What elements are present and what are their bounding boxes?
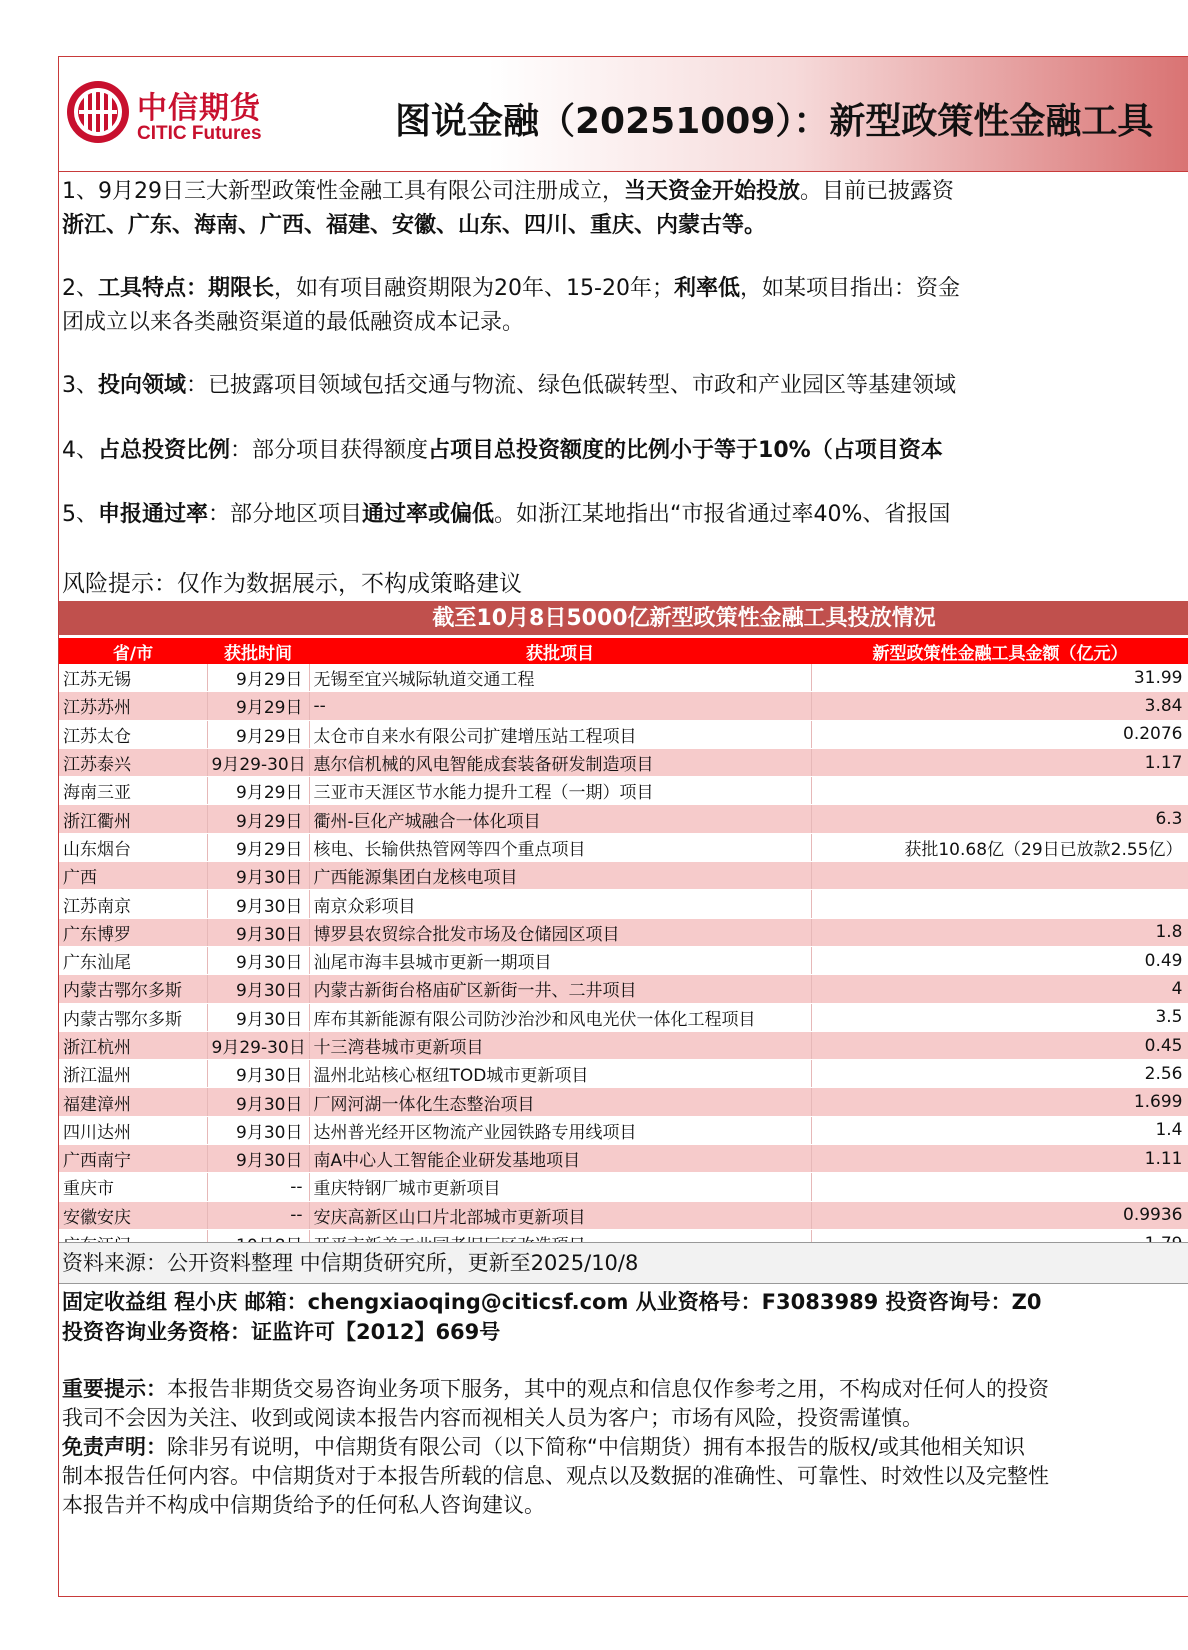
- cell-amount: 0.9936: [811, 1201, 1188, 1229]
- table-row: [59, 1145, 1188, 1173]
- disclaimer: 重要提示：本报告非期货交易咨询业务项下服务，其中的观点和信息仅作参考之用，不构成对任何人的投资 我司不会因为关注、收到或阅读本报告内容而视相关人员为客户；市场有风险，投资需谨慎。 免责声明：除非另有说明，中信期货有限公司（以下简称“中信期货）拥有本报告的版权/或其他相关知识 制本报告任何内容。中信期货对于本报告所载的信息、观点以及数据的准确性、可靠性、时效性以及完整性 本报告并不构成中信期货给予的任何私人咨询建议。: [62, 1377, 1049, 1517]
- table-row: [59, 946, 1188, 974]
- table-row: [59, 664, 1188, 692]
- cell-date: 9月29日: [207, 777, 309, 805]
- header-province: 省/市: [59, 638, 207, 664]
- cell-date: 9月30日: [207, 1116, 309, 1144]
- cell-amount: [811, 862, 1188, 890]
- cell-project: 三亚市天涯区节水能力提升工程（一期）项目: [309, 777, 811, 805]
- table-row: [59, 805, 1188, 833]
- cell-amount: 1.8: [811, 918, 1188, 946]
- cell-project: 达州普光经开区物流产业园铁路专用线项目: [309, 1116, 811, 1144]
- paragraph-1: 1、9月29日三大新型政策性金融工具有限公司注册成立，当天资金开始投放。目前已披露资 浙江、广东、海南、广西、福建、安徽、山东、四川、重庆、内蒙古等。: [62, 179, 955, 238]
- table-row: [59, 1088, 1188, 1116]
- cell-province: 广西: [59, 862, 207, 890]
- cell-province: 江苏泰兴: [59, 748, 207, 776]
- table-row: [59, 1116, 1188, 1144]
- cell-province: 广东博罗: [59, 918, 207, 946]
- cell-project: 广西能源集团白龙核电项目: [309, 862, 811, 890]
- data-source: 资料来源：公开资料整理 中信期货研究所，更新至2025/10/8: [59, 1242, 1188, 1284]
- cell-date: 9月30日: [207, 975, 309, 1003]
- cell-amount: 3.84: [811, 692, 1188, 720]
- table-row: [59, 890, 1188, 918]
- header-date: 获批时间: [207, 638, 309, 664]
- table-row: [59, 975, 1188, 1003]
- cell-date: 9月30日: [207, 1060, 309, 1088]
- risk-note: 风险提示：仅作为数据展示，不构成策略建议: [62, 571, 522, 597]
- cell-date: 9月29日: [207, 833, 309, 861]
- cell-project: 安庆高新区山口片北部城市更新项目: [309, 1201, 811, 1229]
- cell-province: 安徽安庆: [59, 1201, 207, 1229]
- cell-province: 江苏南京: [59, 890, 207, 918]
- cell-province: 江苏太仓: [59, 720, 207, 748]
- cell-project: 南A中心人工智能企业研发基地项目: [309, 1145, 811, 1173]
- cell-amount: 0.45: [811, 1031, 1188, 1059]
- cell-province: 浙江杭州: [59, 1031, 207, 1059]
- cell-province: 海南三亚: [59, 777, 207, 805]
- cell-province: 重庆市: [59, 1173, 207, 1201]
- cell-project: 无锡至宜兴城际轨道交通工程: [309, 664, 811, 692]
- table-row: [59, 1060, 1188, 1088]
- header-project: 获批项目: [309, 638, 811, 664]
- cell-project: 内蒙古新街台格庙矿区新街一井、二井项目: [309, 975, 811, 1003]
- cell-project: 博罗县农贸综合批发市场及仓储园区项目: [309, 918, 811, 946]
- page-title: 图说金融（20251009）：新型政策性金融工具: [395, 101, 1154, 142]
- cell-province: 内蒙古鄂尔多斯: [59, 975, 207, 1003]
- cell-province: 广东汕尾: [59, 946, 207, 974]
- cell-date: 9月30日: [207, 1145, 309, 1173]
- cell-project: 核电、长输供热管网等四个重点项目: [309, 833, 811, 861]
- cell-amount: 4: [811, 975, 1188, 1003]
- table-row: [59, 748, 1188, 776]
- cell-province: 广西南宁: [59, 1145, 207, 1173]
- table-row: [59, 1031, 1188, 1059]
- report-sheet: [58, 56, 1188, 1597]
- cell-amount: 2.56: [811, 1060, 1188, 1088]
- cell-amount: 0.49: [811, 946, 1188, 974]
- projects-table: [59, 638, 1188, 1258]
- cell-project: 十三湾巷城市更新项目: [309, 1031, 811, 1059]
- cell-amount: 3.5: [811, 1003, 1188, 1031]
- table-row: [59, 833, 1188, 861]
- cell-amount: [811, 1173, 1188, 1201]
- cell-province: 江苏苏州: [59, 692, 207, 720]
- cell-date: --: [207, 1201, 309, 1229]
- table-row: [59, 777, 1188, 805]
- table-row: [59, 1173, 1188, 1201]
- cell-project: 重庆特钢厂城市更新项目: [309, 1173, 811, 1201]
- cell-amount: 6.3: [811, 805, 1188, 833]
- paragraph-2: 2、工具特点：期限长，如有项目融资期限为20年、15-20年；利率低，如某项目指出：资金 团成立以来各类融资渠道的最低融资成本记录。: [62, 276, 960, 335]
- cell-date: 9月30日: [207, 890, 309, 918]
- report-header: [59, 57, 1188, 172]
- cell-province: 福建漳州: [59, 1088, 207, 1116]
- cell-date: 9月30日: [207, 1088, 309, 1116]
- cell-project: 惠尔信机械的风电智能成套装备研发制造项目: [309, 748, 811, 776]
- cell-date: 9月30日: [207, 946, 309, 974]
- brand-name-en: CITIC Futures: [137, 123, 262, 144]
- cell-amount: 获批10.68亿（29日已放款2.55亿）: [811, 833, 1188, 861]
- cell-project: 厂网河湖一体化生态整治项目: [309, 1088, 811, 1116]
- paragraph-3: 3、投向领域：已披露项目领域包括交通与物流、绿色低碳转型、市政和产业园区等基建领域: [62, 373, 957, 398]
- table-title: 截至10月8日5000亿新型政策性金融工具投放情况: [59, 601, 1188, 637]
- cell-amount: [811, 890, 1188, 918]
- cell-project: 太仓市自来水有限公司扩建增压站工程项目: [309, 720, 811, 748]
- table-header-row: [59, 638, 1188, 664]
- cell-date: 9月30日: [207, 862, 309, 890]
- table-row: [59, 692, 1188, 720]
- cell-amount: [811, 777, 1188, 805]
- cell-province: 江苏无锡: [59, 664, 207, 692]
- paragraph-4: 4、占总投资比例：部分项目获得额度占项目总投资额度的比例小于等于10%（占项目资本: [62, 438, 943, 463]
- cell-project: 汕尾市海丰县城市更新一期项目: [309, 946, 811, 974]
- cell-project: 温州北站核心枢纽TOD城市更新项目: [309, 1060, 811, 1088]
- cell-date: 9月29日: [207, 720, 309, 748]
- table-row: [59, 1201, 1188, 1229]
- table-row: [59, 862, 1188, 890]
- cell-project: --: [309, 692, 811, 720]
- cell-date: 9月29-30日: [207, 1031, 309, 1059]
- cell-date: 9月30日: [207, 918, 309, 946]
- cell-amount: 1.699: [811, 1088, 1188, 1116]
- cell-amount: 1.11: [811, 1145, 1188, 1173]
- cell-project: 南京众彩项目: [309, 890, 811, 918]
- cell-amount: 0.2076: [811, 720, 1188, 748]
- citic-logo-icon: [67, 81, 129, 143]
- cell-date: 9月29-30日: [207, 748, 309, 776]
- header-amount: 新型政策性金融工具金额（亿元）: [811, 638, 1188, 664]
- cell-province: 浙江温州: [59, 1060, 207, 1088]
- table-row: [59, 1003, 1188, 1031]
- cell-date: 9月29日: [207, 692, 309, 720]
- table-row: [59, 918, 1188, 946]
- contact-info: 固定收益组 程小庆 邮箱：chengxiaoqing@citicsf.com 从业资格号：F3083989 投资咨询号：Z0 投资咨询业务资格：证监许可【2012】669号: [62, 1290, 1042, 1344]
- brand-name-cn: 中信期货: [137, 91, 261, 126]
- cell-project: 衢州-巨化产城融合一体化项目: [309, 805, 811, 833]
- cell-date: --: [207, 1173, 309, 1201]
- cell-amount: 1.17: [811, 748, 1188, 776]
- cell-date: 9月30日: [207, 1003, 309, 1031]
- cell-province: 山东烟台: [59, 833, 207, 861]
- table-row: [59, 720, 1188, 748]
- cell-date: 9月29日: [207, 805, 309, 833]
- cell-amount: 31.99: [811, 664, 1188, 692]
- cell-province: 浙江衢州: [59, 805, 207, 833]
- cell-province: 内蒙古鄂尔多斯: [59, 1003, 207, 1031]
- cell-province: 四川达州: [59, 1116, 207, 1144]
- paragraph-5: 5、申报通过率：部分地区项目通过率或偏低。如浙江某地指出“市报省通过率40%、省报国: [62, 502, 951, 527]
- cell-amount: 1.4: [811, 1116, 1188, 1144]
- cell-project: 库布其新能源有限公司防沙治沙和风电光伏一体化工程项目: [309, 1003, 811, 1031]
- cell-date: 9月29日: [207, 664, 309, 692]
